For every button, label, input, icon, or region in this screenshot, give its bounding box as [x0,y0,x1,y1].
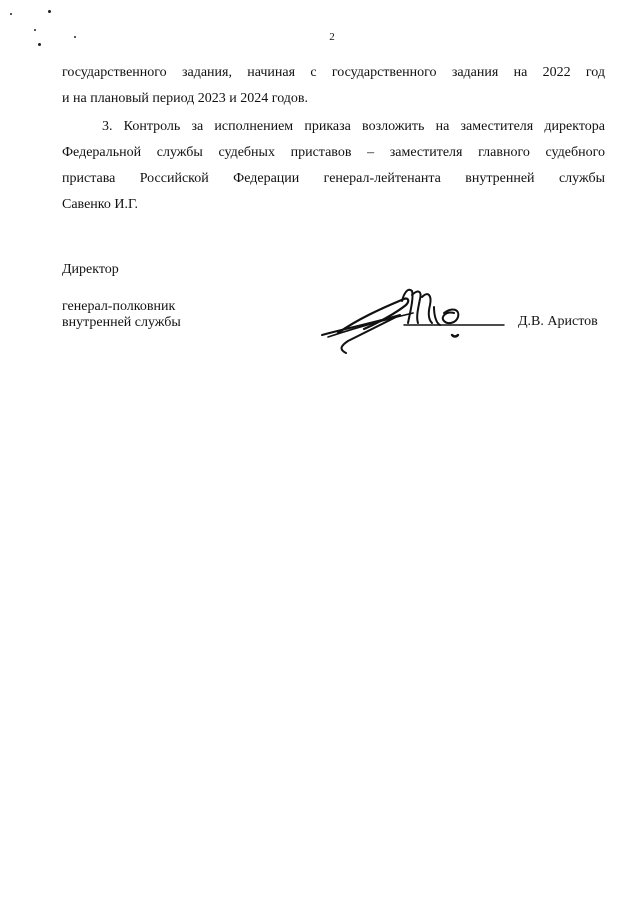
signatory-title: Директор [62,262,119,277]
paragraph-1 [62,60,605,112]
paragraph-2-line: Федеральной службы судебных приставов – заместителя главного судебного [62,145,605,160]
scan-speck [38,43,41,46]
scan-speck [10,13,12,15]
signatory-rank-line-1: генерал-полковник [62,299,176,314]
paragraph-2 [62,114,605,218]
paragraph-2-line: пристава Российской Федерации генерал-лейтенанта внутренней службы [62,171,605,186]
signatory-name: Д.В. Аристов [518,314,598,329]
paragraph-1-line: государственного задания, начиная с государственного задания на 2022 год [62,65,605,80]
paragraph-1-line: и на плановый период 2023 и 2024 годов. [62,91,309,106]
page-number: 2 [329,31,335,43]
paragraph-2-line: Савенко И.Г. [62,197,139,212]
paragraph-2-line: 3. Контроль за исполнением приказа возложить на заместителя директора [102,119,605,134]
handwritten-signature [318,283,508,358]
scan-speck [48,10,51,13]
signatory-rank-line-2: внутренней службы [62,315,181,330]
